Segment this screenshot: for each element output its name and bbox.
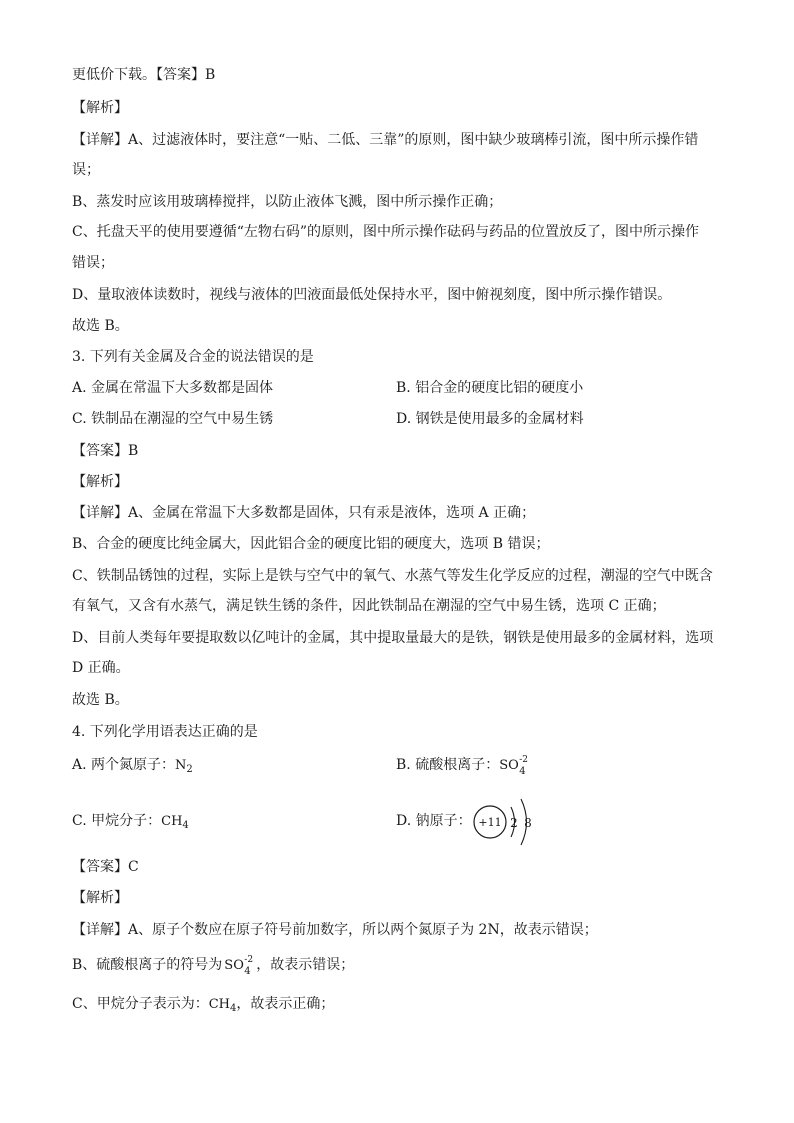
option-label: A. 两个氮原子： — [72, 757, 176, 773]
option-label: C. 甲烷分子： — [72, 813, 162, 829]
q4-option-d — [396, 811, 472, 831]
option-label: B. 硫酸根离子： — [396, 757, 500, 773]
formula-so4-inline — [224, 956, 256, 976]
formula-superscript: -2 — [244, 955, 254, 965]
q2-detail-d: D、量取液体读数时，视线与液体的凹液面最低处保持水平，图中俯视刻度，图中所示操作错误。 — [72, 287, 672, 303]
q3-conclusion: 故选 B。 — [72, 692, 129, 708]
answer-tag: 【答案】 — [156, 67, 205, 83]
q2-detail-a-line2: 误； — [72, 162, 100, 178]
formula-symbol: SO — [499, 758, 519, 773]
formula-subscript: 2 — [186, 764, 193, 775]
formula-subscript: 4 — [230, 1003, 237, 1014]
q2-detail-b: B、蒸发时应该用玻璃棒搅拌，以防止液体飞溅，图中所示操作正确； — [72, 194, 503, 210]
formula-symbol: CH — [161, 814, 183, 829]
q3-analysis-tag: 【解析】 — [72, 474, 128, 490]
q4-stem: 4. 下列化学用语表达正确的是 — [72, 724, 258, 740]
detail-text: B、硫酸根离子的符号为 — [72, 957, 223, 973]
formula-symbol: SO — [224, 958, 244, 973]
sodium-atom-diagram — [470, 795, 540, 849]
detail-tag: 【详解】 — [72, 922, 128, 938]
formula-superscript: -2 — [519, 755, 528, 765]
answer-tag: 【答案】 — [72, 859, 128, 875]
detail-text: ，故表示正确； — [236, 996, 335, 1012]
answer-value: C — [128, 859, 139, 875]
q2-detail-c-line2: 错误； — [72, 255, 114, 271]
analysis-tag: 【解析】 — [72, 100, 128, 116]
detail-text: A、金属在常温下大多数都是固体，只有汞是液体，选项 A 正确； — [128, 505, 536, 521]
detail-text: ，故表示错误； — [256, 957, 355, 973]
q2-detail-a-line1 — [72, 130, 698, 150]
formula-ch4 — [161, 814, 189, 829]
detail-tag: 【详解】 — [72, 505, 128, 521]
q3-option-a: A. 金属在常温下大多数都是固体 — [72, 380, 274, 396]
formula-n2 — [175, 758, 193, 773]
q3-detail-d-line1: D、目前人类每年要提取数以亿吨计的金属，其中提取量最大的是铁，钢铁是使用最多的金属材料，选项 — [72, 630, 714, 646]
detail-tag: 【详解】 — [72, 132, 128, 148]
shell-1-electrons: 2 — [510, 816, 518, 830]
download-text: 更低价下载。 — [72, 67, 156, 83]
top-line — [72, 65, 215, 85]
formula-symbol: CH — [208, 997, 231, 1012]
q3-answer — [72, 441, 138, 461]
q3-option-d: D. 钢铁是使用最多的金属材料 — [396, 411, 584, 427]
q3-detail-b: B、合金的硬度比纯金属大，因此铝合金的硬度比铝的硬度大，选项 B 错误； — [72, 536, 550, 552]
answer-value: B — [128, 443, 139, 459]
q3-stem: 3. 下列有关金属及合金的说法错误的是 — [72, 349, 314, 365]
formula-subscript: 4 — [182, 820, 189, 831]
q3-detail-c-line2: 有氧气，又含有水蒸气，满足铁生锈的条件，因此铁制品在潮湿的空气中易生锈，选项 C 正确； — [72, 598, 666, 614]
option-label: D. 钠原子： — [396, 813, 472, 829]
formula-so4 — [499, 756, 529, 776]
q4-answer — [72, 857, 139, 877]
q3-detail-c-line1: C、铁制品锈蚀的过程，实际上是铁与空气中的氧气、水蒸气等发生化学反应的过程，潮湿的空气中既含 — [72, 568, 713, 584]
detail-text: C、甲烷分子表示为： — [72, 996, 209, 1012]
answer-tag: 【答案】 — [72, 443, 128, 459]
q4-option-c — [72, 811, 189, 836]
detail-text: A、过滤液体时，要注意“一贴、二低、三靠”的原则，图中缺少玻璃棒引流，图中所示操作错 — [128, 132, 699, 148]
formula-symbol: N — [175, 758, 187, 773]
q4-option-b — [396, 755, 529, 776]
shell-2-electrons: 8 — [524, 816, 532, 830]
q4-detail-c — [72, 994, 334, 1019]
q4-analysis-tag: 【解析】 — [72, 890, 128, 906]
q3-option-c: C. 铁制品在潮湿的空气中易生锈 — [72, 411, 274, 427]
q3-detail-d-line2: D 正确。 — [72, 660, 130, 676]
q4-detail-b — [72, 955, 354, 976]
nucleus-charge: +11 — [478, 816, 502, 829]
formula-subscript: 4 — [519, 766, 526, 777]
q2-conclusion: 故选 B。 — [72, 318, 129, 334]
q3-detail-a — [72, 503, 535, 523]
q4-option-a — [72, 755, 193, 780]
answer-value: B — [205, 67, 216, 83]
detail-text: A、原子个数应在原子符号前加数字，所以两个氮原子为 2N，故表示错误； — [128, 922, 598, 938]
q4-detail-a — [72, 920, 598, 940]
q3-option-b: B. 铝合金的硬度比铝的硬度小 — [396, 380, 584, 396]
q2-detail-c-line1: C、托盘天平的使用要遵循“左物右码”的原则，图中所示操作砝码与药品的位置放反了，图中所示操作 — [72, 224, 700, 240]
formula-ch4-inline — [209, 997, 237, 1012]
formula-subscript: 4 — [244, 966, 251, 977]
